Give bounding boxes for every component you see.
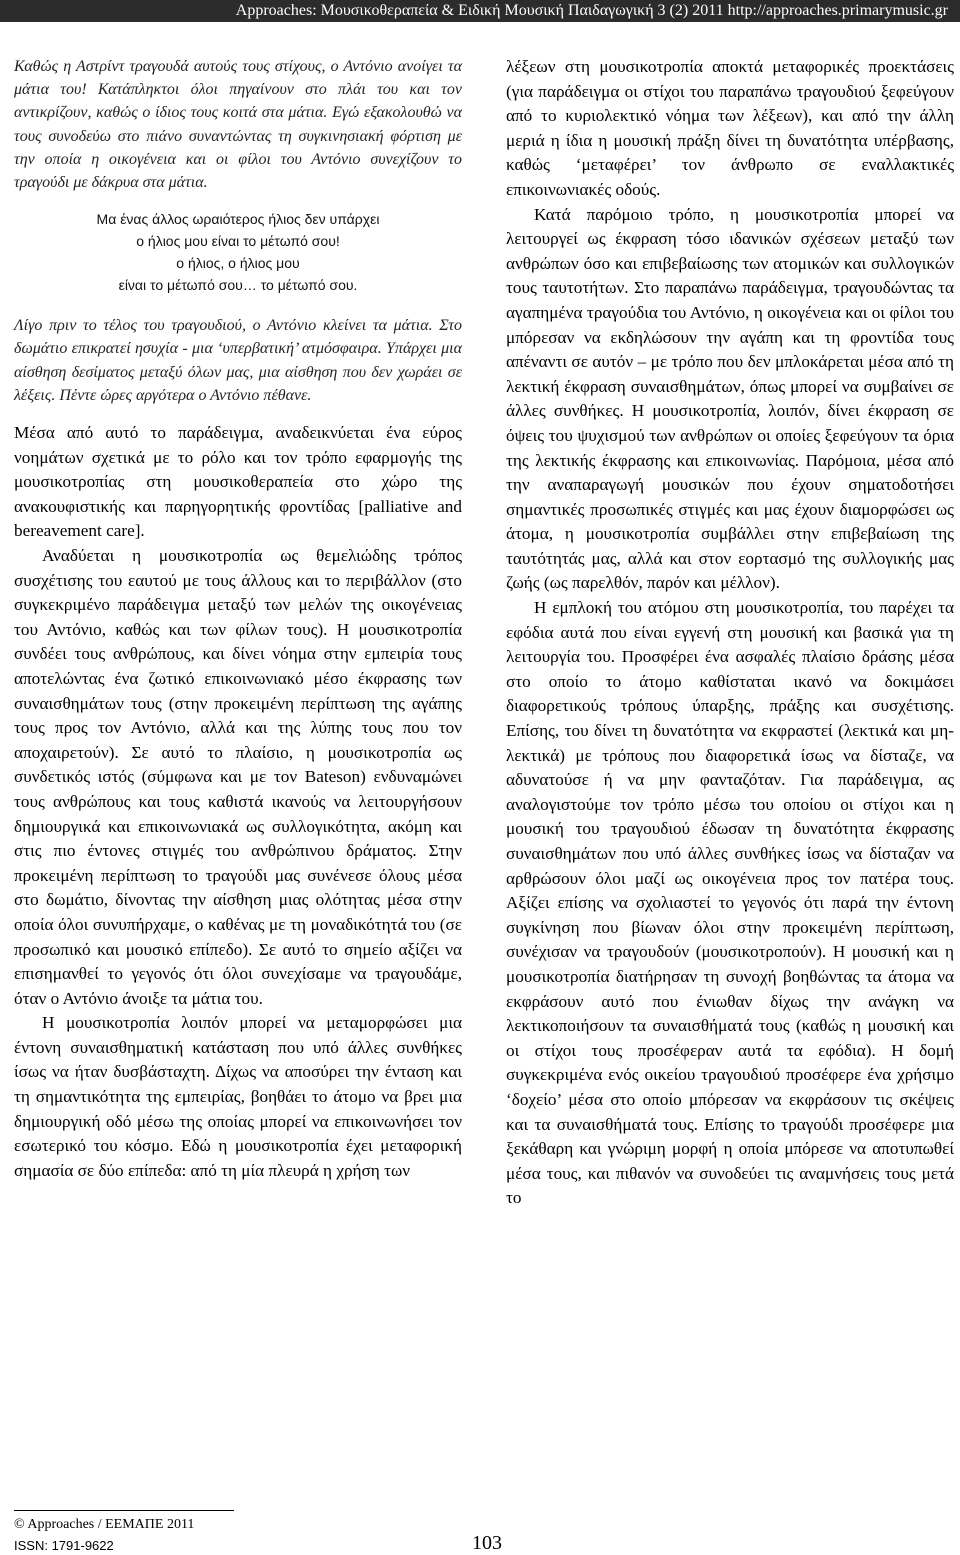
left-body-text (14, 421, 462, 1183)
lyric-line: είναι το μέτωπό σου… το μέτωπό σου. (118, 277, 358, 294)
footer-copyright: © Approaches / ΕΕΜΑΠΕ 2011 (14, 1517, 195, 1532)
song-lyrics (14, 208, 462, 296)
journal-header: Approaches: Μουσικοθεραπεία & Ειδική Μουσική Παιδαγωγική 3 (2) 2011 http://approaches.primarymusic.gr (0, 0, 960, 22)
vignette-quote-2: Λίγο πριν το τέλος του τραγουδιού, ο Αντόνιο κλείνει τα μάτια. Στο δωμάτιο επικρατεί ησυχία - μια ‘υπερβατική’ ατμόσφαιρα. Υπάρχει μια αίσθηση δεσίματος μεταξύ όλων μας, μια αίσθηση που δεν χωράει σε λέξεις. Πέντε ώρες αργότερα ο Αντόνιο πέθανε. (14, 317, 462, 404)
page-number: 103 (472, 1532, 502, 1554)
footer-divider (14, 1510, 234, 1511)
body-paragraph: Η μουσικοτροπία λοιπόν μπορεί να μεταμορφώσει μια έντονη συναισθηματική κατάσταση που υπό άλλες συνθήκες ίσως να ήταν δυσβάσταχτη. Δίχως να αποσύρει την ένταση και τη σημαντικότητα της εμπειρίας, βοηθάει το άτομο να βρει μια δημιουργική οδό μέσω της οποίας μπορεί να επικοινωνήσει τον εσωτερικό του κόσμο. Εδώ η μουσικοτροπία έχει μεταφορική σημασία σε δύο επίπεδα: από τη μία πλευρά η χρήση των (14, 1013, 462, 1180)
body-paragraph: Η εμπλοκή του ατόμου στη μουσικοτροπία, του παρέχει τα εφόδια αυτά που είναι εγγενή στη μουσική και βασικά για τη λειτουργία του. Προσφέρει ένα ασφαλές πλαίσιο δράσης μέσα στο οποίο το άτομο καθίσταται ικανό να δοκιμάσει διαφορετικούς τρόπους ύπαρξης, πράξης και συσχέτισης. Επίσης, του δίνει τη δυνατότητα να εκφραστεί (λεκτικά και μη-λεκτικά) με τρόπους που διαφορετικά ίσως να δίσταζε, να αδυνατούσε ή να μην φανταζόταν. Για παράδειγμα, ας αναλογιστούμε τον τρόπο μέσω του οποίου οι στίχοι και η μουσική του τραγουδιού έδωσαν τη δυνατότητα έκφρασης συναισθημάτων που υπό άλλες συνθήκες ίσως να δίσταζαν να αρθρώσουν όλοι μαζί ως οικογένεια προς τον πατέρα τους. Αξίζει επίσης να σχολιαστεί το γεγονός ότι παρά την έντονη συγκίνηση που βίωναν όλοι στην προκειμένη περίπτωση, συνέχισαν να τραγουδούν (μουσικοτροπούν). Η μουσική και η μουσικοτροπία διατήρησαν τη συνοχή βοηθώντας τα άτομα να εκφράσουν αυτό που ένιωθαν δίχως την ανάγκη να λεκτικοποιήσουν τα συναισθήματά τους (καθώς η μουσική και οι στίχοι τους προσέφεραν αυτά τα εφόδια). Η δομή συγκεκριμένα ενός οικείου τραγουδιού προσέφερε ένα χρήσιμο ‘δοχείο’ μέσα στο οποίο μπόρεσαν να εκφράσουν τις σκέψεις και τα συναισθήματά τους. Επίσης το τραγούδι προσέφερε μια ξεκάθαρη και γνώριμη μορφή η οποία μπόρεσε να αποτυπωθεί μέσα τους, και πιθανόν να συνοδεύει τις αναμνήσεις τους μετά το (506, 598, 954, 1208)
body-paragraph: Κατά παρόμοιο τρόπο, η μουσικοτροπία μπορεί να λειτουργεί ως έκφραση τόσο ιδανικών σχέσεων μεταξύ των ανθρώπων όσο και επιβεβαίωσης των ατομικών και συλλογικών τους ταυτοτήτων. Στο παραπάνω παράδειγμα, τραγουδώντας τα αγαπημένα τραγούδια του Αντόνιο, η οικογένεια και οι φίλοι του μπόρεσαν να εκδηλώσουν την αγάπη και τη φροντίδα τους απέναντι σε αυτόν – με τρόπο που δεν μπλοκάρεται μέσα από τη λεκτική έκφραση συναισθημάτων, όπως μπορεί να συμβαίνει σε άλλες συνθήκες. Η μουσικοτροπία, λοιπόν, δίνει έκφραση σε όψεις του ψυχισμού των ανθρώπων οι οποίες ξεφεύγουν τα όρια της λεκτικής έκφρασης και επικοινωνίας. Παρόμοια, μέσα από την αναπαραγωγή μουσικών που έχουν σηματοδοτήσει σημαντικές προσωπικές στιγμές και μας έχουν διαμορφώσει ως άτομα, η μουσικοτροπία συμβάλλει στην επιβεβαίωση της ταυτότητάς μας, αλλά και στον εορτασμό της συλλογικής μας ζωής (ως παρελθόν, παρόν και μέλλον). (506, 204, 954, 593)
body-paragraph: λέξεων στη μουσικοτροπία αποκτά μεταφορικές προεκτάσεις (για παράδειγμα οι στίχοι του παραπάνω τραγουδιού ξεφεύγουν από το κυριολεκτικό νόημα των λέξεων), και από την άλλη μεριά η ίδια η μουσική πράξη δίνει τη δυνατότητα υπέρβασης, καθώς ‘μεταφέρει’ τον άνθρωπο σε εναλλακτικές επικοινωνιακές οδούς. (506, 57, 954, 199)
footer-issn: ISSN: 1791-9622 (14, 1538, 114, 1553)
body-paragraph: Αναδύεται η μουσικοτροπία ως θεμελιώδης τρόπος συσχέτισης του εαυτού με τους άλλους και το περιβάλλον (στο συγκεκριμένο παράδειγμα μεταξύ των μελών της οικογένειας του Αντόνιο, καθώς και των φίλων τους). Η μουσικοτροπία συνδέει τους ανθρώπους, και δίνει νόημα στην εμπειρία τους αποτελώντας ένα ζωτικό επικοινωνιακό μέσο έκφρασης των συναισθημάτων τους (στην προκειμένη περίπτωση της αγάπης τους προς τον Αντόνιο, αλλά και της λύπης τους που τον αποχαιρετούν). Σε αυτό το πλαίσιο, η μουσικοτροπία ως συνδετικός ιστός (σύμφωνα και με τον Bateson) ενδυναμώνει τους ανθρώπους και τους καθιστά ικανούς να λειτουργήσουν δημιουργικά και επικοινωνιακά ως συλλογικότητα, ακόμη και στις πιο έντονες στιγμές του ανθρώπινου δράματος. Στην προκειμένη περίπτωση το τραγούδι μας συνένεσε όλους μέσα στο δωμάτιο, δίνοντας την αίσθηση μιας ολότητας μέσα στην οποία όλοι συνυπήρχαμε, ο καθένας με τη μοναδικότητά του (σε προσωπικό και μουσικό επίπεδο). Σε αυτό το σημείο αξίζει να επισημανθεί το γεγονός ότι όλοι συνεχίσαμε να τραγουδάμε, όταν ο Αντόνιο άνοιξε τα μάτια του. (14, 546, 462, 1008)
vignette-quote-1: Καθώς η Αστρίντ τραγουδά αυτούς τους στίχους, ο Αντόνιο ανοίγει τα μάτια του! Κατάπληκτοι όλοι πηγαίνουν στο πλάι του και τον αντικρίζουν, καθώς ο ίδιος τους κοιτά στα μάτια. Εγώ εξακολουθώ να τους συνοδεύω στο πιάνο συναντώντας τη συγκινησιακή φόρτιση με την οποία η οικογένεια και οι φίλοι του Αντόνιο συνεχίζουν το τραγούδι με δάκρυα στα μάτια. (14, 58, 462, 192)
lyric-line: ο ήλιος μου είναι το μέτωπό σου! (136, 233, 340, 250)
lyric-line: Μα ένας άλλος ωραιότερος ήλιος δεν υπάρχει (96, 211, 380, 228)
lyric-line: ο ήλιος, ο ήλιος μου (176, 255, 300, 272)
left-column (14, 55, 462, 1183)
body-paragraph: Μέσα από αυτό το παράδειγμα, αναδεικνύεται ένα εύρος νοημάτων σχετικά με το ρόλο και τον τρόπο εφαρμογής της μουσικοτροπίας στη μουσικοθεραπεία στο χώρο της ανακουφιστικής και παρηγορητικής φροντίδας [palliative and bereavement care]. (14, 423, 462, 541)
right-column (506, 55, 954, 1211)
